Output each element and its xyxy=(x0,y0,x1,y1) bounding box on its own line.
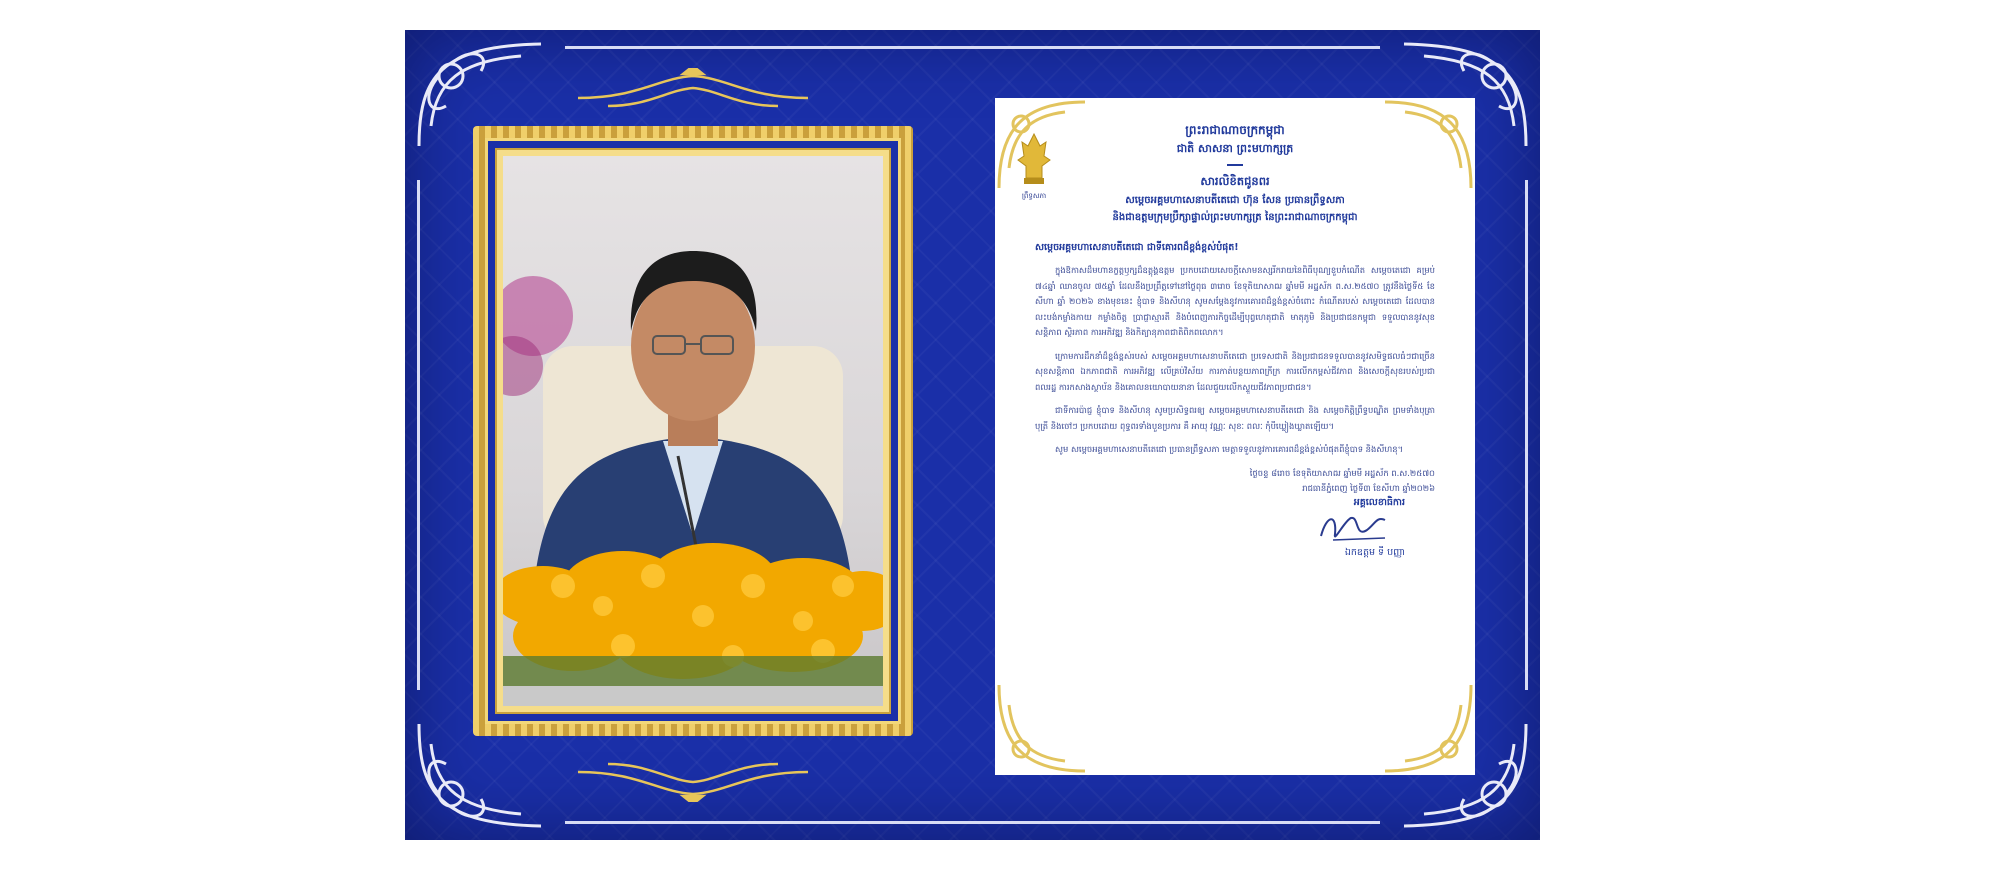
person-photo-icon xyxy=(503,156,883,706)
letter-subtitle-2: និងជាឧត្តមក្រុមប្រឹក្សាផ្ទាល់ព្រះមហាក្សត្រ នៃព្រះរាជាណាចក្រកម្ពុជា xyxy=(1112,212,1358,223)
right-border-rule xyxy=(1525,180,1528,690)
greeting-letter xyxy=(995,98,1475,775)
bottom-ornament-icon xyxy=(578,752,808,802)
date-block xyxy=(1035,466,1435,496)
lunar-date: ថ្ងៃចន្ទ ៨រោច ខែទុតិយាសាឍ ឆ្នាំមមី អដ្ឋស័ក ព.ស.២៥៧០ xyxy=(1249,467,1435,478)
letter-paragraph: ក្រោមការដឹកនាំដ៏ខ្ពង់ខ្ពស់របស់ សម្តេចអគ្គមហាសេនាបតីតេជោ ប្រទេសជាតិ និងប្រជាជនទទួលបាននូវសមិទ្ធផលធំៗជាច្រើន សុខសន្តិភាព ឯកភាពជាតិ ការអភិវឌ្ឍ លើគ្រប់វិស័យ ការកាត់បន្ថយភាពក្រីក្រ ការលើកកម្ពស់ជីវភាព និងសេចក្តីសុខរបស់ប្រជាពលរដ្ឋ ការកសាងស្ថាប័ន និងគោលនយោបាយនានា ដែលជួយលើកស្ទួយជីវភាពប្រជាជន។ xyxy=(1035,350,1435,392)
emblem-label: ព្រឹទ្ធសភា xyxy=(1021,192,1047,200)
salutation: សម្តេចអគ្គមហាសេនាបតីតេជោ ជាទីគោរពដ៏ខ្ពង់ខ្ពស់បំផុត! xyxy=(1035,242,1239,253)
signatory-title: អគ្គលេខាធិការ xyxy=(1353,496,1405,508)
portrait-photo xyxy=(503,156,883,706)
signatory-name: ឯកឧត្តម ទី បញ្ញា xyxy=(1344,546,1405,558)
motto-header: ជាតិ សាសនា ព្រះមហាក្សត្រ xyxy=(1176,142,1294,155)
letter-subtitle-1: សម្តេចអគ្គមហាសេនាបតីតេជោ ហ៊ុន សែន ប្រធានព្រឹទ្ធសភា xyxy=(1125,195,1345,206)
solar-date: រាជធានីភ្នំពេញ ថ្ងៃទី៣ ខែសីហា ឆ្នាំ២០២៦ xyxy=(1302,482,1435,493)
kingdom-header: ព្រះរាជាណាចក្រកម្ពុជា xyxy=(1185,123,1285,137)
letter-paragraph: ជាទីការប៉ាជ្ញ ខ្ញុំបាទ និងសីហនុ សូមប្រសិទ្ធពរឲ្យ សម្តេចអគ្គមហាសេនាបតីតេជោ និង សម្តេចកិត្តិព្រឹទ្ធបណ្ឌិត ព្រមទាំងបុត្រា បុត្រី និងចៅៗ ប្រកបដោយ ពុទ្ធពរទាំងបួនប្រការ គឺ អាយុ វណ្ណៈ សុខៈ ពលៈ កុំបីឃ្លៀងឃ្លាតឡើយ។ xyxy=(1035,405,1435,431)
letter-title: សារលិខិតជូនពរ xyxy=(1200,174,1270,188)
letter-paragraph: ក្នុងឱកាសដ៏មហានក្ខត្តឫក្សដ៏ឧត្តុង្គឧត្តម ប្រកបដោយសេចក្តីសោមនស្សរីករាយនៃពិធីបុណ្យខួបកំណើត សម្តេចតេជោ គម្រប់ ៧៤ឆ្នាំ ឈានចូល ៧៥ឆ្នាំ ដែលនឹងប្រព្រឹត្តទៅនៅថ្ងៃពុធ ៣រោច ខែទុតិយាសាឍ ឆ្នាំមមី អដ្ឋស័ក ព.ស.២៥៧០ ត្រូវនឹងថ្ងៃទី៥ ខែ សីហា ឆ្នាំ ២០២៦ ខាងមុខនេះ ខ្ញុំបាទ និងសីហនុ សូមសម្តែងនូវការគោរពដ៏ខ្ពង់ខ្ពស់ចំពោះ កំណើតរបស់ សម្តេចតេជោ ដែលបានលះបង់កម្លាំងកាយ កម្លាំងចិត្ត ប្រាជ្ញាស្មារតី និងបំពេញភារកិច្ចដើម្បីបុព្វហេតុជាតិ មាតុភូមិ និងប្រជាជនកម្ពុជា ទទួលបាននូវសុខសន្តិភាព ស្ថិរភាព ការអភិវឌ្ឍ និងកិត្យានុភាពជាតិពិភពលោក។ xyxy=(1035,265,1435,337)
greeting-card xyxy=(405,30,1540,840)
top-ornament-icon xyxy=(578,68,808,118)
top-border-rule xyxy=(565,46,1380,49)
portrait-frame xyxy=(473,126,913,736)
header-divider xyxy=(1227,164,1243,166)
bottom-border-rule xyxy=(565,821,1380,824)
letter-paragraph: សូម សម្តេចអគ្គមហាសេនាបតីតេជោ ប្រធានព្រឹទ្ធសភា មេត្តាទទួលនូវការគោរពដ៏ខ្ពង់ខ្ពស់បំផុតពីខ្ញុំបាទ និងសីហនុ។ xyxy=(1055,444,1404,454)
left-border-rule xyxy=(417,180,420,690)
signature-icon xyxy=(1315,510,1395,546)
